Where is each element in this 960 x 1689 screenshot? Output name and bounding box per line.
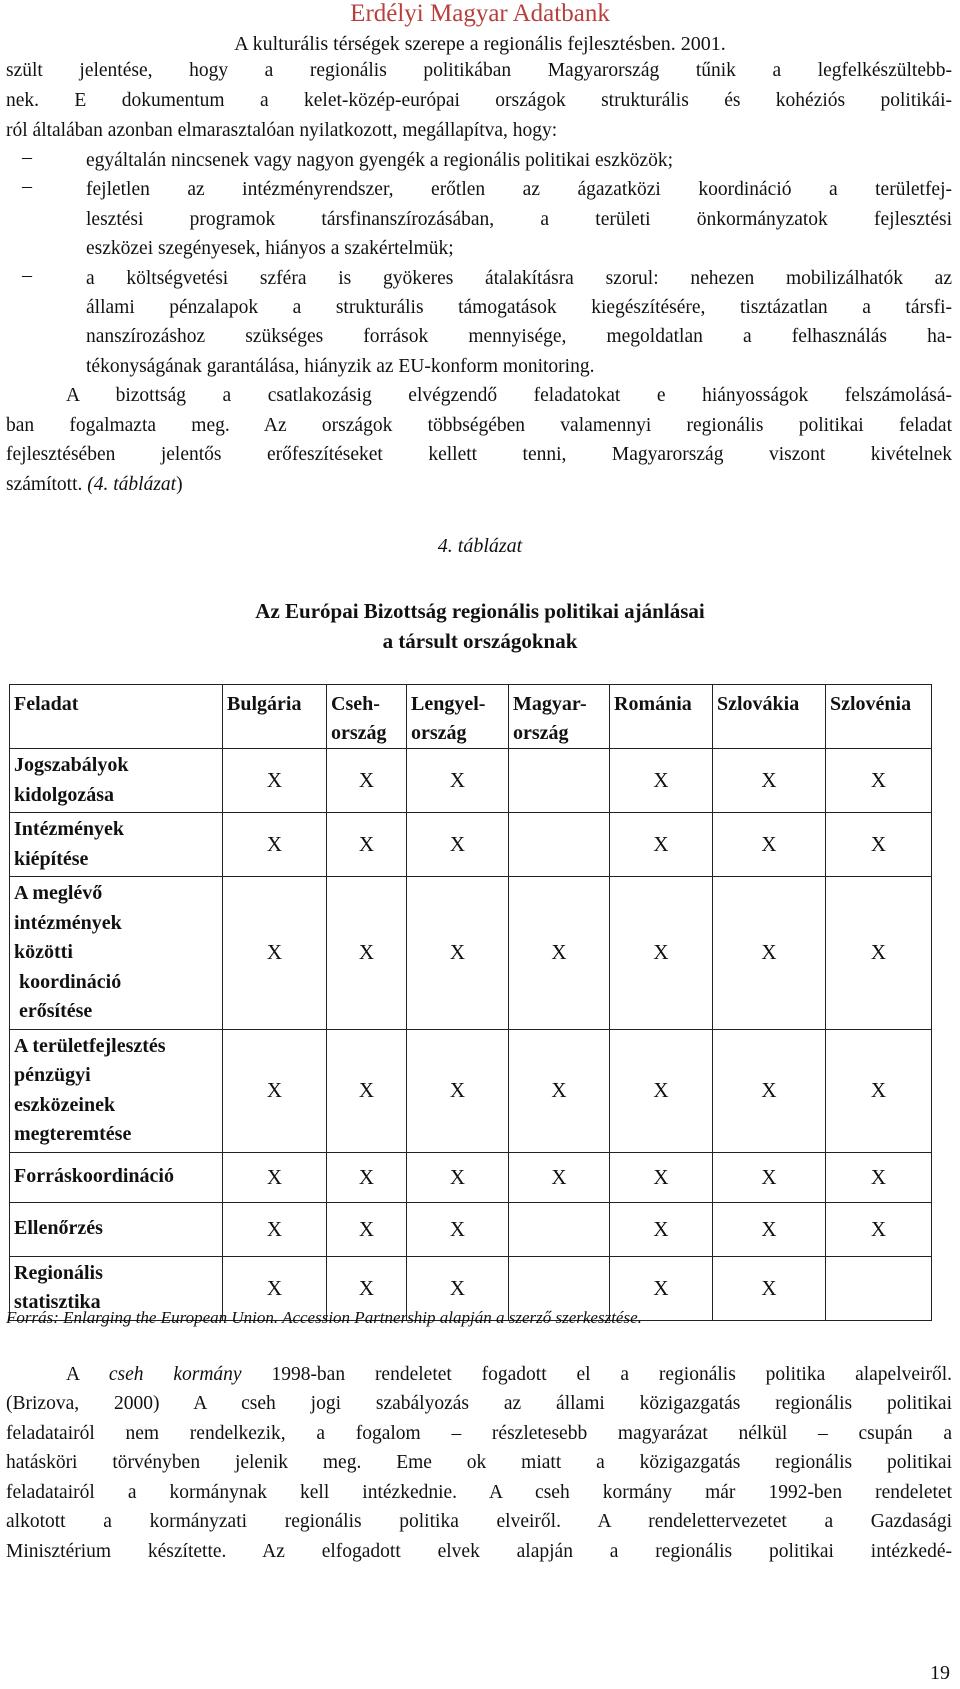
row-task-line: Regionális (14, 1261, 103, 1284)
table-row (10, 813, 932, 877)
mark-cell: X (509, 877, 610, 1030)
bullet-3-line-1: a költségvetési szféra is gyökeres átalakításra szorul: nehezen mobilizálhatók az (86, 268, 952, 289)
bullet-dash: – (22, 175, 32, 197)
mark-cell: X (610, 1152, 713, 1202)
row-task-line: eszközeinek (14, 1093, 116, 1116)
mark-cell: X (223, 1256, 327, 1320)
mark-cell: X (407, 813, 509, 877)
table-reference: (4. táblázat (87, 474, 177, 495)
mark-cell: X (826, 749, 932, 813)
header-hungary-line-1: Magyar- (513, 693, 587, 715)
header-task (10, 685, 223, 749)
mark-cell: X (610, 1202, 713, 1256)
mark-cell: X (713, 813, 826, 877)
mark-cell: X (826, 877, 932, 1030)
header-bulgaria (223, 685, 327, 749)
table-title-line-1: Az Európai Bizottság regionális politikai ajánlásai (255, 599, 705, 623)
mark-cell: X (826, 813, 932, 877)
table-title (0, 596, 960, 656)
bullet-3-line-2: állami pénzalapok a strukturális támogatások kiegészítésére, tisztázatlan a társfi- (86, 297, 952, 318)
table-row (10, 1029, 932, 1152)
table-row (10, 877, 932, 1030)
header-czech (327, 685, 407, 749)
bullet-3-line-4: tékonyságának garantálása, hiányzik az EU-konform monitoring. (86, 356, 595, 377)
mark-cell: X (610, 813, 713, 877)
para3-line-2: (Brizova, 2000) A cseh jogi szabályozás az állami közigazgatás regionális politikai (6, 1393, 952, 1414)
mark-cell: X (407, 1202, 509, 1256)
row-task-cell (10, 749, 223, 813)
mark-cell: X (509, 1152, 610, 1202)
para2-line-4 (6, 470, 952, 499)
mark-cell: X (223, 877, 327, 1030)
row-task-line: kidolgozása (14, 783, 115, 806)
mark-cell: X (327, 1029, 407, 1152)
mark-cell: X (509, 1029, 610, 1152)
mark-cell: X (610, 1029, 713, 1152)
mark-cell: X (327, 813, 407, 877)
mark-cell: X (223, 1152, 327, 1202)
mark-cell: X (327, 1202, 407, 1256)
para3-line-5: feladatairól a kormánynak kell intézkednie. A cseh kormány már 1992-ben rendeletet (6, 1482, 952, 1503)
mark-cell: X (610, 1256, 713, 1320)
header-hungary-line-2: ország (513, 722, 569, 744)
para3-line-1-a: A (66, 1364, 109, 1385)
row-task-line: pénzügyi (14, 1064, 91, 1086)
mark-cell: X (327, 749, 407, 813)
row-task-line: A meglévő (14, 882, 103, 904)
header-czech-line-1: Cseh- (331, 693, 380, 715)
mark-cell: X (223, 813, 327, 877)
intro-line-3: ról általában azonban elmarasztalóan nyilatkozott, megállapítva, hogy: (6, 120, 558, 141)
bullet-3-line-3: nanszírozáshoz szükséges források mennyisége, megoldatlan a felhasználás ha- (86, 326, 952, 347)
mark-cell: X (826, 1029, 932, 1152)
mark-cell: X (223, 749, 327, 813)
mark-cell: X (407, 1256, 509, 1320)
mark-cell: X (223, 1029, 327, 1152)
table-row (10, 1202, 932, 1256)
source-note: Forrás: Enlarging the European Union. Accession Partnership alapján a szerző szerkesztése. (6, 1308, 642, 1327)
para2-line-3: fejlesztésében jelentős erőfeszítéseket kellett tenni, Magyarország viszont kivételnek (6, 444, 952, 465)
header-romania (610, 685, 713, 749)
mark-cell: X (713, 1152, 826, 1202)
row-task-line: intézmények (14, 911, 122, 934)
row-task-line: A területfejlesztés (14, 1034, 166, 1057)
intro-line-2: nek. E dokumentum a kelet-közép-európai országok strukturális és kohéziós politikái- (6, 90, 952, 111)
para2-line-4-text: számított. (6, 474, 88, 495)
mark-cell: X (327, 877, 407, 1030)
mark-cell: X (713, 1029, 826, 1152)
bullet-dash: – (22, 146, 32, 168)
row-task-cell (10, 1029, 223, 1152)
mark-cell (509, 1202, 610, 1256)
table-row (10, 749, 932, 813)
mark-cell: X (713, 1256, 826, 1320)
mark-cell: X (407, 1152, 509, 1202)
para2-line-2: ban fogalmazta meg. Az országok többségében valamennyi regionális politikai feladat (6, 415, 952, 436)
row-task-line: Jogszabályok (14, 754, 129, 776)
table-row (10, 1152, 932, 1202)
mark-cell: X (407, 749, 509, 813)
bullet-2-line-1: fejletlen az intézményrendszer, erőtlen az ágazatközi koordináció a területfej- (86, 179, 952, 200)
mark-cell: X (407, 877, 509, 1030)
header-task-label: Feladat (14, 693, 79, 715)
header-czech-line-2: ország (331, 722, 387, 744)
page-number: 19 (930, 1662, 950, 1684)
row-task-cell (10, 1202, 223, 1256)
row-task-line: koordináció (14, 970, 122, 993)
mark-cell (826, 1256, 932, 1320)
table-title-line-2: a társult országoknak (382, 629, 578, 653)
row-task-cell (10, 1152, 223, 1202)
bullet-1-line-1: egyáltalán nincsenek vagy nagyon gyengék a regionális politikai eszközök; (86, 150, 673, 171)
row-task-cell (10, 813, 223, 877)
para2-line-1: A bizottság a csatlakozásig elvégzendő feladatokat e hiányosságok felszámolásá- (66, 385, 952, 406)
row-task-line: közötti (14, 941, 73, 963)
mark-cell: X (713, 877, 826, 1030)
intro-line-1: szült jelentése, hogy a regionális politikában Magyarország tűnik a legfelkészültebb- (6, 60, 952, 81)
header-slovenia-label: Szlovénia (830, 693, 912, 715)
row-task-cell (10, 877, 223, 1030)
mark-cell: X (610, 877, 713, 1030)
mark-cell (509, 813, 610, 877)
mark-cell: X (713, 749, 826, 813)
row-task-line: Intézmények (14, 818, 124, 840)
header-slovenia (826, 685, 932, 749)
header-poland-line-1: Lengyel- (411, 693, 486, 715)
para2-line-4-end: ) (176, 474, 183, 495)
bullet-dash: – (22, 264, 32, 286)
row-task-line: Forráskoordináció (14, 1165, 174, 1188)
para3-line-1 (66, 1360, 952, 1389)
header-bulgaria-label: Bulgária (227, 693, 302, 715)
header-slovakia-label: Szlovákia (717, 693, 800, 715)
table-label: 4. táblázat (437, 535, 523, 557)
mark-cell: X (713, 1202, 826, 1256)
mark-cell: X (407, 1029, 509, 1152)
bullet-2-line-2: lesztési programok társfinanszírozásában, a területi önkormányzatok fejlesztési (86, 209, 952, 230)
header-romania-label: Románia (614, 693, 692, 715)
mark-cell: X (610, 749, 713, 813)
row-task-line: megteremtése (14, 1123, 132, 1145)
mark-cell (509, 749, 610, 813)
header-poland-line-2: ország (411, 722, 467, 744)
site-title: Erdélyi Magyar Adatbank (350, 0, 610, 27)
para3-czech-government: cseh kormány (108, 1364, 242, 1385)
header-slovakia (713, 685, 826, 749)
para3-line-3: feladatairól nem rendelkezik, a fogalom – részletesebb magyarázat nélkül – csupán a (6, 1423, 952, 1444)
mark-cell: X (223, 1202, 327, 1256)
row-task-line: kiépítése (14, 847, 89, 870)
para3-line-4: hatásköri törvényben jelenik meg. Eme ok miatt a közigazgatás regionális politikai (6, 1452, 952, 1473)
bullet-2-line-3: eszközei szegényesek, hiányos a szakértelmük; (86, 238, 454, 259)
header-poland (407, 685, 509, 749)
para3-line-7: Minisztérium készítette. Az elfogadott elvek alapján a regionális politikai intézkedé- (6, 1541, 952, 1562)
table-header-row (10, 685, 932, 749)
mark-cell: X (826, 1152, 932, 1202)
row-task-line: statisztika (14, 1291, 101, 1313)
mark-cell: X (826, 1202, 932, 1256)
row-task-line: Ellenőrzés (14, 1217, 103, 1240)
mark-cell: X (327, 1152, 407, 1202)
recommendations-table (9, 684, 932, 1321)
document-subtitle: A kulturális térségek szerepe a regionális fejlesztésben. 2001. (234, 33, 726, 55)
para3-line-6: alkotott a kormányzati regionális politika elveiről. A rendelettervezetet a Gazdasági (6, 1511, 952, 1532)
para3-line-1-b: 1998-ban rendeletet fogadott el a regionális politika alapelveiről. (241, 1364, 952, 1385)
row-task-line: erősítése (14, 1000, 93, 1022)
mark-cell: X (327, 1256, 407, 1320)
header-hungary (509, 685, 610, 749)
